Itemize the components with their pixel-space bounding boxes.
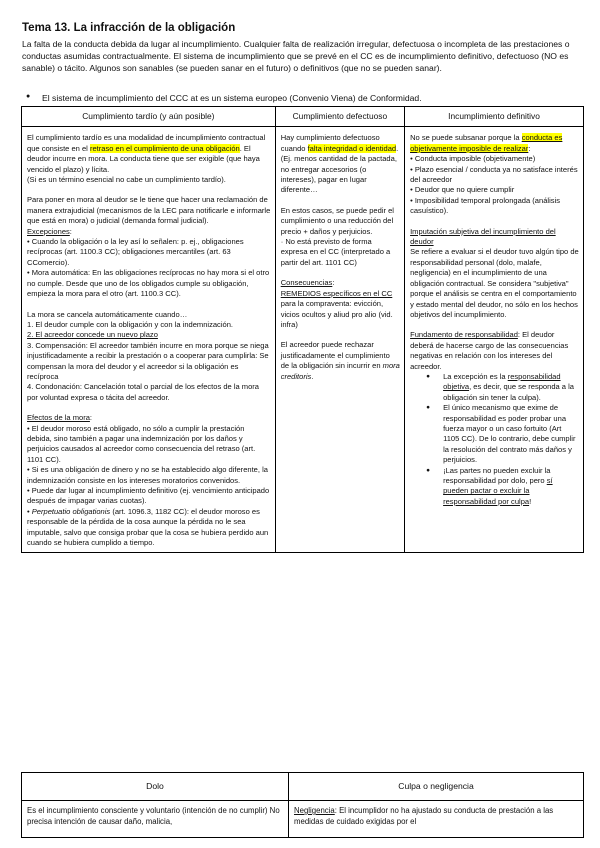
defectuoso-remedy: En estos casos, se puede pedir el cumplimiento o una reducción del precio + daños y perjuicios. <box>280 205 394 236</box>
tardio-mora-paragraph: Para poner en mora al deudor se le tiene que hacer una reclamación de manera extrajudicial (mecanismos de la LEC para notificarle e informarle que está en mora) o judicial (demanda formal judicial). <box>27 195 271 226</box>
header-dolo: Dolo <box>22 773 289 801</box>
definitivo-item: • Deudor que no quiere cumplir <box>410 185 515 195</box>
excepcion-item: • Cuando la obligación o la ley así lo señalen: p. ej., obligaciones recíprocas (art. 1100.3 CC); obligaciones mercantiles (art. 63 CComercio). <box>27 237 244 267</box>
cancelacion-item: 3. Compensación: El acreedor también incurre en mora porque se niega injustificadamente a recibir la prestación o a cooperar para cumplirla: Se compensan la mora del deudor y el acreedor si la obligación es recíproca <box>27 340 269 381</box>
cancelacion-item: 4. Condonación: Cancelación total o parcial de los efectos de la mora por voluntad expresa o tácita del acreedor. <box>27 382 259 402</box>
table-header-row <box>22 107 584 127</box>
cell-culpa: Negligencia: El incumplidor no ha ajustado su conducta de prestación a las medidas de cuidado exigidas por el <box>289 801 584 838</box>
table-body-row <box>22 801 584 838</box>
incumplimiento-table <box>21 106 584 553</box>
fundamento-paragraph: Fundamento de responsabilidad: El deudor deberá de hacerse cargo de las consecuencias negativas en relación con los intereses del acreedor. <box>410 330 569 371</box>
list-item: ● ¡Las partes no pueden excluir la responsabilidad por dolo, pero sí pueden pactar o excluir la responsabilidad por culpa! <box>443 466 579 508</box>
header-cumplimiento-defectuoso: Cumplimiento defectuoso <box>275 107 404 127</box>
list-item: ● La excepción es la responsabilidad objetiva, es decir, que se responda a la obligación sin tener la culpa). <box>443 372 579 403</box>
header-culpa: Culpa o negligencia <box>289 773 584 801</box>
efecto-item: • Puede dar lugar al incumplimiento definitivo (ej. vencimiento anticipado después de impagar varias cuotas). <box>27 486 270 506</box>
cell-dolo: Es el incumplimiento consciente y voluntario (intención de no cumplir) No precisa intención de causar daño, malicia, <box>22 801 289 838</box>
defectuoso-note: · No está previsto de forma expresa en el CC (interpretado a partir del art. 1101 CC) <box>280 237 391 267</box>
header-cumplimiento-tardio: Cumplimiento tardío (y aún posible) <box>22 107 276 127</box>
definitivo-item: • Plazo esencial / conducta ya no satisface interés del acreedor <box>410 164 578 185</box>
efectos-heading: Efectos de la mora: <box>27 413 93 423</box>
consecuencias-heading: Consecuencias: <box>280 278 335 288</box>
cancelacion-item: 1. El deudor cumple con la obligación y con la indemnización. <box>27 319 233 329</box>
highlight-retraso: retraso en el cumplimiento de una obligación <box>89 143 240 153</box>
tardio-definition: El cumplimiento tardío es una modalidad de incumplimiento contractual que consiste en el retraso en el cumplimiento de una obligación. El deudor incurre en mora. La conducta tiene que ser exigible (que haya vencido el plazo) y lícita. (Si es un término esencial no cabe un cumplimiento tardío). <box>27 133 266 185</box>
page-title: Tema 13. La infracción de la obligación <box>22 22 236 34</box>
imputacion-text: Se refiere a evaluar si el deudor tuvo algún tipo de responsabilidad personal (dolo, malafe, negligencia) en el incumplimiento de una obligación contractual. Se considera "subjetiva" porque el análisis se centra en el comportamiento y estado mental del deudor, no sólo en los hechos objetivos del incumplimiento. <box>410 247 579 319</box>
highlight-integridad: falta integridad o identidad <box>307 143 397 153</box>
intro-paragraph: La falta de la conducta debida da lugar al incumplimiento. Cualquier falta de realización irregular, defectuosa o incompleta de las prestaciones o conductas asumidas contractualmente. El sistema de incumplimiento que se prevé en el CC es de incumplimiento definitivo, defectuoso (NO es sanable) o tácito. Algunos son sanables (se pueden sanar en el futuro) o definitivos (que no se pueden sanar). <box>22 39 570 73</box>
imputacion-heading: Imputación subjetiva del incumplimiento del deudor <box>410 226 556 247</box>
efecto-item: • El deudor moroso está obligado, no sólo a cumplir la prestación debida, sino también a pagar una indemnización por los daños y perjuicios causados al acreedor como consecuencia del retraso (art. 1101 CC). <box>27 423 256 464</box>
efecto-item: • Si es una obligación de dinero y no se ha establecido algo diferente, la indemnización consiste en los intereses moratorios convenidos. <box>27 465 268 485</box>
highlight-imposible: conducta es objetivamente imposible de realizar <box>410 133 563 153</box>
list-item: ● El único mecanismo que exime de responsabilidad es poder probar una fuerza mayor o un caso fortuito (Art 1105 CC). De lo contrario, debe cumplir la resolución del contrato más daños y perjuicios. <box>443 403 579 465</box>
cell-cumplimiento-tardio <box>22 127 276 553</box>
fundamento-list <box>410 372 579 507</box>
header-incumplimiento-definitivo: Incumplimiento definitivo <box>405 107 584 127</box>
definitivo-item: • Conducta imposible (objetivamente) <box>410 154 536 164</box>
excepciones-heading: Excepciones: <box>27 226 72 236</box>
cancelacion-heading: La mora se cancela automáticamente cuando… <box>27 309 188 319</box>
table-body-row <box>22 127 584 553</box>
dolo-culpa-table <box>21 772 584 838</box>
cell-incumplimiento-definitivo <box>405 127 584 553</box>
defectuoso-definition: Hay cumplimiento defectuoso cuando falta integridad o identidad. (Ej. menos cantidad de la pactada, no entregar accesorios (o intereses), pagar en lugar diferente… <box>280 133 399 195</box>
intro-bullet: ● El sistema de incumplimiento del CCC at es un sistema europeo (Convenio Viena) de Conformidad. <box>42 93 422 103</box>
cell-cumplimiento-defectuoso <box>275 127 404 553</box>
acreedor-paragraph: El acreedor puede rechazar justificadamente el cumplimiento de la obligación sin incurrir en mora creditoris. <box>280 340 400 381</box>
table-header-row <box>22 773 584 801</box>
definitivo-item: • Imposibilidad temporal prolongada (análisis casuístico). <box>410 195 560 216</box>
definitivo-definition: No se puede subsanar porque la conducta es objetivamente imposible de realizar: <box>410 133 563 153</box>
efecto-item: • Perpetuatio obligationis (art. 1096.3, 1182 CC): el deudor moroso es responsable de la pérdida de la cosa aunque la pérdida no le sea imputable, salvo que consiga probar que la cosa se hubiera perdido aun cuando se hubiera cumplido a tiempo. <box>27 506 269 548</box>
remedios-paragraph: REMEDIOS específicos en el CC para la compraventa: evicción, vicios ocultos y aliud pro alio (vid. infra) <box>280 288 393 329</box>
excepcion-item: • Mora automática: En las obligaciones recíprocas no hay mora si el otro no cumple. Desde que uno de los obligados cumple su obligación, empieza la mora para el otro (art. 1100.3 CC). <box>27 268 270 299</box>
cancelacion-item: 2. El acreedor concede un nuevo plazo <box>27 330 158 340</box>
